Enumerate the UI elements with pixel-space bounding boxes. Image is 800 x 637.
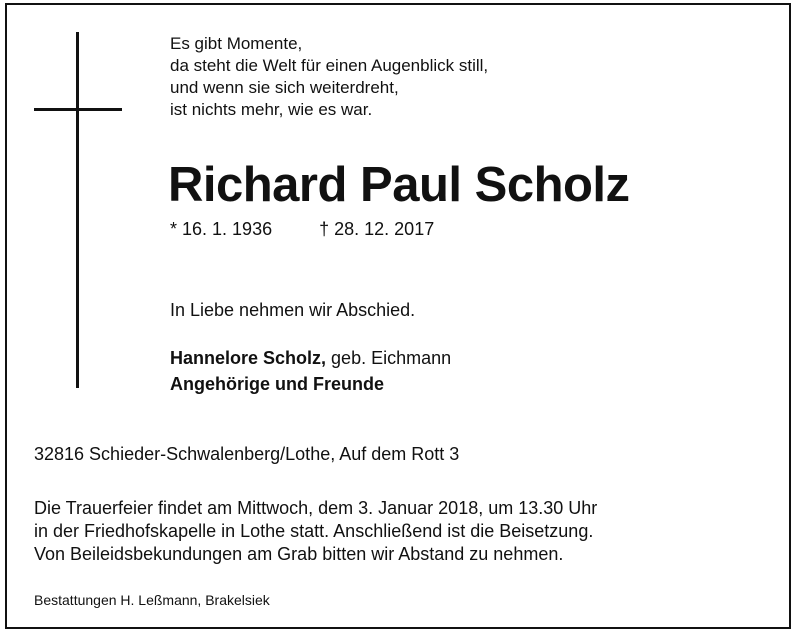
ceremony-info (34, 497, 597, 566)
deceased-name: Richard Paul Scholz (168, 158, 630, 212)
poem-line: da steht die Welt für einen Augenblick still, (170, 56, 489, 75)
undertaker: Bestattungen H. Leßmann, Brakelsiek (34, 592, 270, 608)
ceremony-line: Von Beileidsbekundungen am Grab bitten wir Abstand zu nehmen. (34, 544, 564, 564)
life-dates (170, 219, 434, 240)
poem-line: ist nichts mehr, wie es war. (170, 100, 373, 119)
ceremony-line: in der Friedhofskapelle in Lothe statt. Anschließend ist die Beisetzung. (34, 521, 594, 541)
cross-horizontal-bar (34, 108, 122, 111)
death-date: † 28. 12. 2017 (319, 219, 435, 239)
poem-line: und wenn sie sich weiterdreht, (170, 78, 399, 97)
other-mourners: Angehörige und Freunde (170, 374, 384, 394)
ceremony-line: Die Trauerfeier findet am Mittwoch, dem 3. Januar 2018, um 13.30 Uhr (34, 498, 598, 518)
primary-mourner-note: geb. Eichmann (326, 348, 452, 368)
poem-line: Es gibt Momente, (170, 34, 303, 53)
primary-mourner-name: Hannelore Scholz, (170, 348, 327, 368)
cross-vertical-bar (76, 32, 79, 388)
poem (170, 33, 488, 121)
address: 32816 Schieder-Schwalenberg/Lothe, Auf dem Rott 3 (34, 444, 460, 464)
farewell-text: In Liebe nehmen wir Abschied. (170, 300, 416, 320)
birth-date: * 16. 1. 1936 (170, 219, 273, 239)
primary-mourner (170, 345, 451, 371)
mourners (170, 345, 451, 397)
